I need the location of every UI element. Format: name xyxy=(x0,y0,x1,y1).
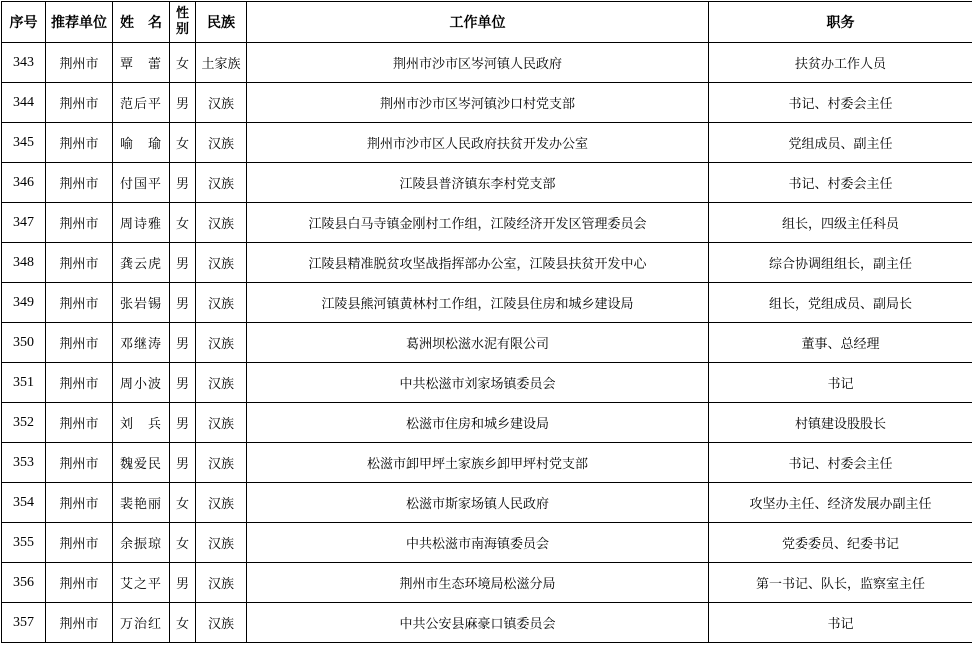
table-row xyxy=(2,43,972,83)
ethnicity-cell: 汉族 xyxy=(196,483,247,523)
table-row xyxy=(2,483,972,523)
table-row xyxy=(2,563,972,603)
name-cell: 艾之平 xyxy=(113,563,170,603)
serial-number-cell: 343 xyxy=(2,43,46,83)
position-cell: 书记、村委会主任 xyxy=(709,83,972,123)
recommending-unit-cell: 荆州市 xyxy=(46,563,113,603)
header-gender: 性别 xyxy=(170,2,196,43)
recommending-unit-cell: 荆州市 xyxy=(46,443,113,483)
recommending-unit-cell: 荆州市 xyxy=(46,403,113,443)
serial-number-cell: 349 xyxy=(2,283,46,323)
recommending-unit-cell: 荆州市 xyxy=(46,243,113,283)
gender-cell: 女 xyxy=(170,43,196,83)
name-cell: 范后平 xyxy=(113,83,170,123)
name-cell: 龚云虎 xyxy=(113,243,170,283)
recommending-unit-cell: 荆州市 xyxy=(46,43,113,83)
ethnicity-cell: 汉族 xyxy=(196,203,247,243)
header-position: 职务 xyxy=(709,2,972,43)
table-row xyxy=(2,203,972,243)
ethnicity-cell: 汉族 xyxy=(196,323,247,363)
workplace-cell: 中共松滋市刘家场镇委员会 xyxy=(247,363,709,403)
gender-cell: 男 xyxy=(170,443,196,483)
table-row xyxy=(2,243,972,283)
position-cell: 党组成员、副主任 xyxy=(709,123,972,163)
position-cell: 党委委员、纪委书记 xyxy=(709,523,972,563)
ethnicity-cell: 汉族 xyxy=(196,523,247,563)
serial-number-cell: 344 xyxy=(2,83,46,123)
recommending-unit-cell: 荆州市 xyxy=(46,603,113,643)
serial-number-cell: 346 xyxy=(2,163,46,203)
serial-number-cell: 345 xyxy=(2,123,46,163)
table-row xyxy=(2,363,972,403)
position-cell: 书记、村委会主任 xyxy=(709,443,972,483)
position-cell: 组长，四级主任科员 xyxy=(709,203,972,243)
position-cell: 书记、村委会主任 xyxy=(709,163,972,203)
recommending-unit-cell: 荆州市 xyxy=(46,283,113,323)
gender-cell: 男 xyxy=(170,243,196,283)
name-cell: 魏爱民 xyxy=(113,443,170,483)
workplace-cell: 松滋市住房和城乡建设局 xyxy=(247,403,709,443)
name-cell: 覃 蕾 xyxy=(113,43,170,83)
workplace-cell: 中共公安县麻豪口镇委员会 xyxy=(247,603,709,643)
header-recommending-unit: 推荐单位 xyxy=(46,2,113,43)
gender-cell: 男 xyxy=(170,83,196,123)
workplace-cell: 葛洲坝松滋水泥有限公司 xyxy=(247,323,709,363)
recommending-unit-cell: 荆州市 xyxy=(46,363,113,403)
recommending-unit-cell: 荆州市 xyxy=(46,523,113,563)
serial-number-cell: 347 xyxy=(2,203,46,243)
workplace-cell: 松滋市斯家场镇人民政府 xyxy=(247,483,709,523)
gender-cell: 男 xyxy=(170,163,196,203)
serial-number-cell: 354 xyxy=(2,483,46,523)
workplace-cell: 荆州市生态环境局松滋分局 xyxy=(247,563,709,603)
position-cell: 第一书记、队长，监察室主任 xyxy=(709,563,972,603)
name-cell: 周诗雅 xyxy=(113,203,170,243)
position-cell: 书记 xyxy=(709,363,972,403)
serial-number-cell: 356 xyxy=(2,563,46,603)
gender-cell: 男 xyxy=(170,563,196,603)
ethnicity-cell: 汉族 xyxy=(196,363,247,403)
recommending-unit-cell: 荆州市 xyxy=(46,83,113,123)
recommending-unit-cell: 荆州市 xyxy=(46,203,113,243)
position-cell: 攻坚办主任、经济发展办副主任 xyxy=(709,483,972,523)
name-cell: 喻 瑜 xyxy=(113,123,170,163)
recommending-unit-cell: 荆州市 xyxy=(46,323,113,363)
personnel-table xyxy=(1,1,972,643)
serial-number-cell: 348 xyxy=(2,243,46,283)
position-cell: 组长，党组成员、副局长 xyxy=(709,283,972,323)
gender-cell: 男 xyxy=(170,323,196,363)
recommending-unit-cell: 荆州市 xyxy=(46,123,113,163)
serial-number-cell: 355 xyxy=(2,523,46,563)
ethnicity-cell: 土家族 xyxy=(196,43,247,83)
workplace-cell: 江陵县精准脱贫攻坚战指挥部办公室，江陵县扶贫开发中心 xyxy=(247,243,709,283)
gender-cell: 女 xyxy=(170,203,196,243)
name-cell: 余振琼 xyxy=(113,523,170,563)
position-cell: 书记 xyxy=(709,603,972,643)
gender-cell: 女 xyxy=(170,523,196,563)
gender-cell: 女 xyxy=(170,123,196,163)
ethnicity-cell: 汉族 xyxy=(196,83,247,123)
name-cell: 刘 兵 xyxy=(113,403,170,443)
serial-number-cell: 357 xyxy=(2,603,46,643)
ethnicity-cell: 汉族 xyxy=(196,283,247,323)
header-workplace: 工作单位 xyxy=(247,2,709,43)
table-body xyxy=(2,43,972,643)
ethnicity-cell: 汉族 xyxy=(196,403,247,443)
position-cell: 村镇建设股股长 xyxy=(709,403,972,443)
table-row xyxy=(2,83,972,123)
workplace-cell: 荆州市沙市区岑河镇沙口村党支部 xyxy=(247,83,709,123)
position-cell: 董事、总经理 xyxy=(709,323,972,363)
table-header-row xyxy=(2,2,972,43)
workplace-cell: 江陵县白马寺镇金刚村工作组，江陵经济开发区管理委员会 xyxy=(247,203,709,243)
name-cell: 裴艳丽 xyxy=(113,483,170,523)
position-cell: 扶贫办工作人员 xyxy=(709,43,972,83)
ethnicity-cell: 汉族 xyxy=(196,163,247,203)
ethnicity-cell: 汉族 xyxy=(196,563,247,603)
name-cell: 邓继涛 xyxy=(113,323,170,363)
table-row xyxy=(2,523,972,563)
name-cell: 张岩锡 xyxy=(113,283,170,323)
recommending-unit-cell: 荆州市 xyxy=(46,163,113,203)
position-cell: 综合协调组组长，副主任 xyxy=(709,243,972,283)
gender-cell: 男 xyxy=(170,403,196,443)
name-cell: 周小波 xyxy=(113,363,170,403)
workplace-cell: 中共松滋市南海镇委员会 xyxy=(247,523,709,563)
table-row xyxy=(2,443,972,483)
gender-cell: 女 xyxy=(170,483,196,523)
serial-number-cell: 353 xyxy=(2,443,46,483)
name-cell: 付国平 xyxy=(113,163,170,203)
recommending-unit-cell: 荆州市 xyxy=(46,483,113,523)
workplace-cell: 江陵县普济镇东李村党支部 xyxy=(247,163,709,203)
ethnicity-cell: 汉族 xyxy=(196,243,247,283)
table-row xyxy=(2,403,972,443)
table-row xyxy=(2,323,972,363)
header-ethnicity: 民族 xyxy=(196,2,247,43)
workplace-cell: 江陵县熊河镇黄林村工作组，江陵县住房和城乡建设局 xyxy=(247,283,709,323)
ethnicity-cell: 汉族 xyxy=(196,603,247,643)
name-cell: 万治红 xyxy=(113,603,170,643)
gender-cell: 男 xyxy=(170,283,196,323)
serial-number-cell: 351 xyxy=(2,363,46,403)
gender-cell: 女 xyxy=(170,603,196,643)
ethnicity-cell: 汉族 xyxy=(196,123,247,163)
serial-number-cell: 352 xyxy=(2,403,46,443)
workplace-cell: 荆州市沙市区人民政府扶贫开发办公室 xyxy=(247,123,709,163)
header-serial-number: 序号 xyxy=(2,2,46,43)
workplace-cell: 松滋市卸甲坪土家族乡卸甲坪村党支部 xyxy=(247,443,709,483)
table-row xyxy=(2,283,972,323)
table-row xyxy=(2,123,972,163)
table-row xyxy=(2,603,972,643)
header-name: 姓 名 xyxy=(113,2,170,43)
workplace-cell: 荆州市沙市区岑河镇人民政府 xyxy=(247,43,709,83)
gender-cell: 男 xyxy=(170,363,196,403)
ethnicity-cell: 汉族 xyxy=(196,443,247,483)
table-row xyxy=(2,163,972,203)
serial-number-cell: 350 xyxy=(2,323,46,363)
